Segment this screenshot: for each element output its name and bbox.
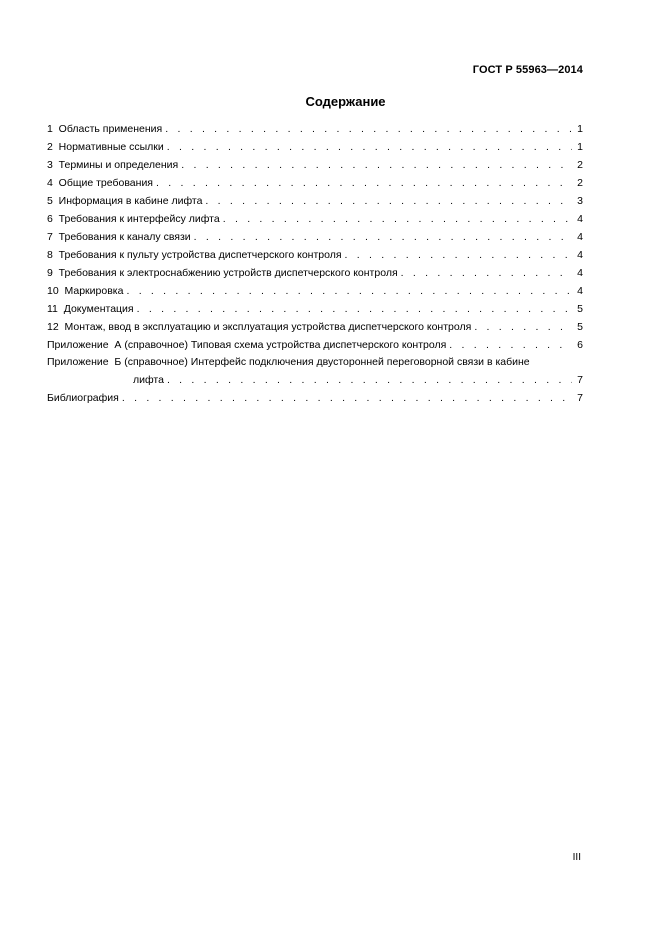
toc-entry-page: 6	[577, 339, 583, 351]
toc-entry-page: 2	[577, 159, 583, 171]
toc-entry-text: 10 Маркировка	[47, 285, 124, 297]
toc-leader-dots	[122, 389, 572, 407]
toc-leader-dots	[194, 228, 572, 246]
toc-entry-page: 3	[577, 195, 583, 207]
toc-leader-dots	[167, 371, 572, 389]
toc-entry-text: 6 Требования к интерфейсу лифта	[47, 213, 220, 225]
toc-entry[interactable]	[47, 210, 583, 228]
toc-entry[interactable]	[47, 264, 583, 282]
toc-entry-text: 5 Информация в кабине лифта	[47, 195, 203, 207]
toc-entry-text: Библиография	[47, 392, 119, 404]
toc-entry[interactable]	[47, 156, 583, 174]
toc-entry-page: 1	[577, 141, 583, 153]
toc-entry-page: 5	[577, 303, 583, 315]
toc-entry[interactable]	[47, 318, 583, 336]
toc-entry[interactable]	[47, 192, 583, 210]
toc-entry-appendix-b-line1[interactable]	[47, 354, 583, 371]
toc-entry-text: 1 Область применения	[47, 123, 163, 135]
toc-title: Содержание	[305, 94, 386, 109]
toc-entry-page: 4	[577, 231, 583, 243]
toc-leader-dots	[126, 282, 572, 300]
toc-entry-page: 5	[577, 321, 583, 333]
toc-entry-text: Приложение А (справочное) Типовая схема устройства диспетчерского контроля	[47, 339, 447, 351]
toc-leader-dots	[205, 192, 572, 210]
toc-entry-text: 3 Термины и определения	[47, 159, 179, 171]
toc-entry-text: лифта	[133, 374, 164, 386]
toc-entry[interactable]	[47, 246, 583, 264]
toc-leader-dots	[181, 156, 572, 174]
toc-entry-page: 2	[577, 177, 583, 189]
toc-entry-text: 9 Требования к электроснабжению устройств диспетчерского контроля	[47, 267, 398, 279]
toc-leader-dots	[223, 210, 572, 228]
toc-entry-appendix-b-line2[interactable]	[47, 371, 583, 389]
toc-entry[interactable]	[47, 174, 583, 192]
toc-entry-page: 4	[577, 285, 583, 297]
toc-entry-text: 11 Документация	[47, 303, 134, 315]
toc-leader-dots	[156, 174, 572, 192]
toc-entry-bibliography[interactable]	[47, 389, 583, 407]
toc-entry-text: 2 Нормативные ссылки	[47, 141, 164, 153]
toc-entry-text: 7 Требования к каналу связи	[47, 231, 191, 243]
toc-entry-page: 4	[577, 213, 583, 225]
table-of-contents	[47, 120, 583, 407]
toc-entry[interactable]	[47, 228, 583, 246]
toc-entry-page: 1	[577, 123, 583, 135]
toc-entry-text: 12 Монтаж, ввод в эксплуатацию и эксплуатация устройства диспетчерского контроля	[47, 321, 472, 333]
toc-entry-page: 7	[577, 374, 583, 386]
page-number: III	[572, 852, 581, 863]
toc-leader-dots	[165, 120, 572, 138]
toc-entry-page: 4	[577, 249, 583, 261]
toc-leader-dots	[345, 246, 572, 264]
toc-entry-text: Приложение Б (справочное) Интерфейс подключения двусторонней переговорной связи в кабине	[47, 356, 530, 368]
toc-entry-page: 7	[577, 392, 583, 404]
toc-leader-dots	[167, 138, 572, 156]
toc-entry-text: 8 Требования к пульту устройства диспетчерского контроля	[47, 249, 342, 261]
toc-leader-dots	[137, 300, 572, 318]
toc-entry-page: 4	[577, 267, 583, 279]
toc-leader-dots	[474, 318, 572, 336]
toc-entry-text: 4 Общие требования	[47, 177, 153, 189]
toc-entry[interactable]	[47, 300, 583, 318]
toc-entry[interactable]	[47, 282, 583, 300]
toc-entry[interactable]	[47, 138, 583, 156]
document-code: ГОСТ Р 55963—2014	[472, 64, 583, 76]
toc-leader-dots	[449, 336, 572, 354]
toc-entry[interactable]	[47, 336, 583, 354]
toc-entry[interactable]	[47, 120, 583, 138]
toc-leader-dots	[401, 264, 572, 282]
